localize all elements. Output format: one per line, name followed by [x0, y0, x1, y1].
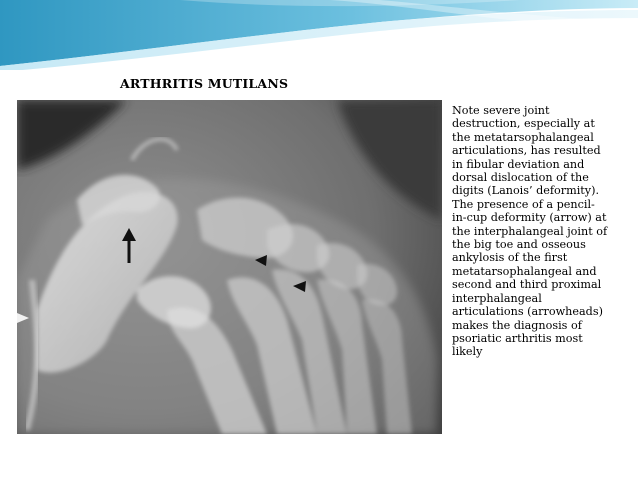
xray-image	[17, 100, 442, 434]
slide-caption: Note severe joint destruction, especially at the metatarsophalangeal articulations, has resulted in fibular deviation and dorsal dislocation of the digits (Lanois’ deformity). The presence of a pencil- in-cup deformity (arrow) at the interphalangeal joint of the big toe and osseous ankylosis of the first metatarsophalangeal and second and third proximal interphalangeal articulations (arrowheads) makes the diagnosis of psoriatic arthritis most likely	[452, 104, 608, 359]
arrowhead-marker-1	[255, 255, 267, 266]
arrowhead-marker-2	[293, 281, 306, 292]
arrowhead-marker-3	[17, 313, 29, 323]
slide-title: ARTHRITIS MUTILANS	[120, 76, 289, 91]
arrow-marker	[122, 228, 136, 263]
header-wave-decoration	[0, 0, 638, 70]
